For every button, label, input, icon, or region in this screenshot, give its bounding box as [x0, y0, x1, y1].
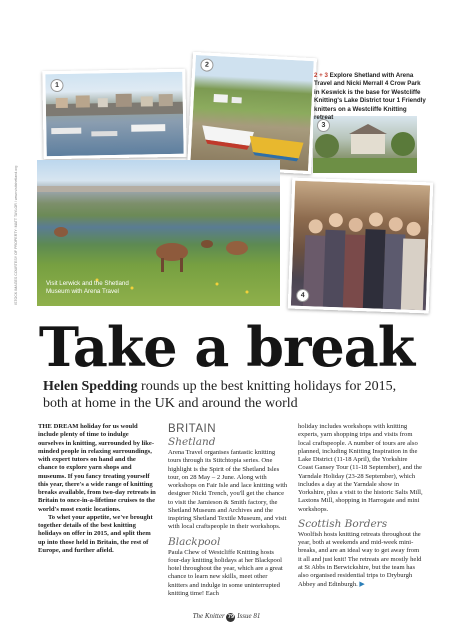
borders-paragraph: [298, 531, 423, 590]
subheading-shetland: Shetland: [168, 436, 216, 448]
knitters-group-photo: [288, 178, 433, 314]
boats-photo: [187, 52, 317, 174]
shetland-paragraph: Arena Travel organises fantastic knitting tours through its Stitchtopia series. One highlight is the Spirit of the Shetland Isles tour, on 28 May – 2 June. Along with workshops on Fair Isle and lace knitting with designer Nicki Trench, you'll get the chance to visit the Jamieson & Smith factory, the Shetland Museum and Archives and the inspiring Shetland Textile Museum, and visit with local craftspeople in their workshops.: [168, 449, 288, 531]
boats-illustration: [190, 55, 314, 171]
third-column: [298, 423, 423, 590]
section-heading-britain: BRITAIN: [168, 423, 217, 435]
photo-number-4: 4: [296, 289, 309, 302]
subheading-scottish-borders: Scottish Borders: [298, 517, 388, 530]
britain-column: [168, 423, 288, 598]
continued-paragraph: holiday includes workshops with knitting experts, yarn shopping trips and visits from local craftspeople. A number of tours are also planned, including Knitting Inspiration in the Lake District (11-18 April), the Yorkshire Coast Gansey Tour (11-18 September), and the Yarndale Holiday (23-28 September), which includes a day at the Yarndale show in Yorkshire, plus a visit to the historic Salts Mill, Laxtons Mill, shopping in Harrogate and mini workshops.: [298, 423, 423, 513]
intro-column: [38, 423, 156, 555]
blackpool-paragraph: Paula Chew of Westcliffe Knitting hosts four-day knitting holidays at her Blackpool hotel throughout the year, which are a great chance to learn new skills, meet other knitters and indulge in some uninterrupted knitting time! Each: [168, 548, 283, 597]
photo-number-2: 2: [200, 58, 214, 72]
top-caption: [314, 72, 426, 122]
headline: Take a break: [38, 315, 415, 379]
page-number: 79: [227, 614, 235, 620]
crow-park-photo: [313, 116, 417, 173]
strap-text: rounds up the best knitting holidays for 2015, both at home in the UK and around the world: [43, 379, 397, 411]
strapline: [43, 378, 423, 412]
caption-markers: 2 + 3: [314, 72, 328, 79]
harbour-photo: [42, 69, 187, 159]
subheading-blackpool: Blackpool: [168, 535, 221, 548]
intro-paragraph-1: THE DREAM holiday for us would include plenty of time to indulge ourselves in knitting, surrounded by like-minded people in relaxing surroundings, with expert tutors on hand and the chance to explore yarn shops and museums. If you fancy treating yourself this year, there's a wide range of knitting breaks available, from two-day retreats in Britain to once-in-a-lifetime cruises to the world's most exotic locations.: [38, 423, 156, 513]
caption-text: Explore Shetland with Arena Travel and Nicki Merrall 4 Crow Park in Keswick is the base for Westcliffe Knitting's Lake District tour 1 Friendly knitters on a Westcliffe Knitting retreat: [314, 72, 426, 122]
continue-arrow-icon: ▶: [359, 580, 365, 589]
author-name: Helen Spedding: [43, 379, 138, 394]
issue-number: Issue 81: [237, 612, 261, 620]
intro-paragraph-2: To whet your appetite, we've brought together details of the best knitting holidays on offer in 2015, and split them up into those held in Britain, the rest of Europe, and further afield.: [38, 513, 153, 554]
borders-text: Woolfish hosts knitting retreats throughout the year, both at weekends and mid-week mini-breaks, and are an ideal way to get away from it all and just knit! The retreats are mostly held at St Abbs in Berwickshire, but the team has also organised residential trips to Dryburgh Abbey and Edinburgh.: [298, 530, 422, 589]
photo-credit: ISTOCK IMAGES COURTESY OF PROPERTY: MATT TAYLOR / www.visitshetland.org: [14, 165, 18, 305]
page-footer: [0, 612, 453, 622]
harbour-illustration: [45, 72, 183, 156]
big-photo-caption: Visit Lerwick and the Shetland Museum with Arena Travel: [46, 280, 129, 295]
knitters-illustration: [291, 181, 430, 311]
magazine-name: The Knitter: [192, 612, 225, 620]
photo-number-1: 1: [50, 79, 63, 92]
photo-number-3: 3: [317, 119, 330, 132]
